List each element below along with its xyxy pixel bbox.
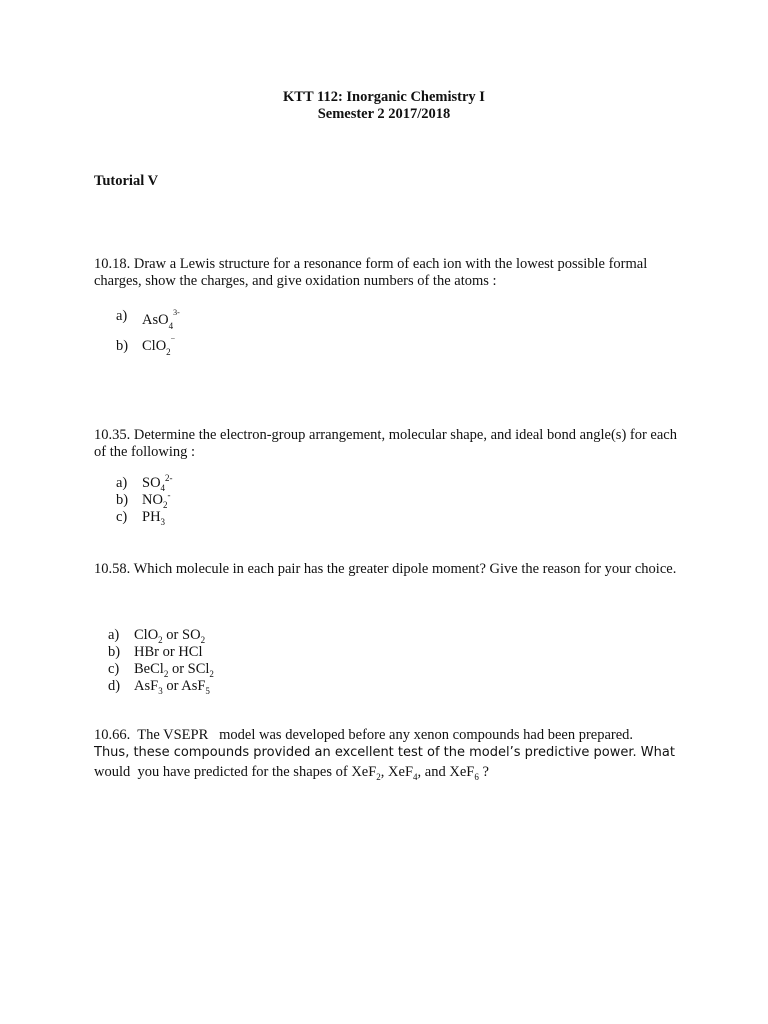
question-10-66-line-1: 10.66. The VSEPR model was developed before any xenon compounds had been prepared. [94, 727, 634, 743]
q1035-item-c [116, 509, 165, 526]
molecule-2: SCl [187, 661, 210, 677]
formula-xef6: XeF [449, 764, 475, 780]
formula-base: SO [142, 475, 161, 491]
formula-sub: 3 [160, 516, 166, 527]
line-3-text: would you have predicted for the shapes of [94, 764, 352, 780]
molecule-2: SO [182, 627, 201, 643]
formula-xef4-sub: 4 [413, 771, 418, 782]
molecule-1: HBr [134, 644, 159, 660]
molecule-2: AsF [181, 678, 206, 694]
semester-title: Semester 2 2017/2018 [317, 106, 451, 122]
formula-sup: 2- [165, 473, 173, 484]
or-separator: or [162, 627, 183, 643]
formula-sub: 4 [160, 482, 166, 493]
tutorial-heading: Tutorial V [94, 173, 159, 189]
formula-base: NO [142, 492, 163, 508]
question-10-58: 10.58. Which molecule in each pair has the greater dipole moment? Give the reason for your choice. [94, 561, 677, 577]
molecule-1-sub: 2 [163, 668, 169, 679]
q1018-item-a [116, 308, 180, 331]
question-10-66-line-3 [94, 764, 489, 781]
q1058-item-b [108, 644, 203, 661]
item-label: b) [108, 644, 121, 660]
question-end: ? [478, 764, 489, 780]
question-10-18: 10.18. Draw a Lewis structure for a resonance form of each ion with the lowest possible formal charges, show the charges, and give oxidation numbers of the atoms : [94, 256, 648, 289]
formula-base: ClO [142, 338, 167, 354]
q1018-item-b [116, 334, 176, 357]
molecule-1-sub: 2 [158, 634, 163, 645]
item-label: a) [116, 308, 128, 324]
or-separator: or [162, 678, 182, 694]
or-separator: or [158, 644, 179, 660]
formula-xef4: XeF [388, 764, 414, 780]
formula-base: AsO [142, 312, 169, 328]
molecule-2-sub: 5 [205, 685, 210, 696]
comma-and: , and [417, 764, 450, 780]
formula-sub: 2 [166, 347, 171, 357]
formula-sub: 2 [162, 499, 168, 510]
molecule-2-sub: 2 [209, 668, 214, 679]
molecule-1-sub: 3 [158, 685, 163, 696]
item-label: c) [108, 661, 120, 677]
q1058-item-a [108, 627, 205, 644]
item-label: b) [116, 338, 129, 354]
comma-1: , [380, 764, 389, 780]
formula-xef6-sub: 6 [474, 771, 479, 782]
or-separator: or [168, 661, 188, 677]
molecule-2-sub: 2 [200, 634, 206, 645]
item-label: d) [108, 678, 121, 694]
q1035-item-b [116, 492, 170, 509]
formula-xef2-sub: 2 [376, 771, 381, 782]
formula-sub: 4 [168, 321, 174, 331]
q1058-item-d [108, 678, 210, 695]
question-10-35: 10.35. Determine the electron-group arrangement, molecular shape, and ideal bond angle(s) for each of the following : [94, 427, 677, 460]
item-label: a) [108, 627, 120, 643]
course-title: KTT 112: Inorganic Chemistry I [283, 89, 485, 105]
formula-sup: - [167, 490, 171, 501]
q1058-item-c [108, 661, 214, 678]
formula-sup: 3- [173, 308, 180, 317]
formula-base: PH [142, 509, 161, 525]
formula-xef2: XeF [351, 764, 377, 780]
molecule-1: BeCl [134, 661, 164, 677]
item-label: a) [116, 475, 128, 491]
molecule-2: HCl [178, 644, 203, 660]
question-10-66-line-2: Thus, these compounds provided an excellent test of the model’s predictive power. What [94, 745, 675, 760]
item-label: b) [116, 492, 129, 508]
formula-sup: − [170, 334, 176, 343]
molecule-1: ClO [134, 627, 159, 643]
molecule-1: AsF [134, 678, 159, 694]
q1035-item-a [116, 475, 173, 492]
item-label: c) [116, 509, 128, 525]
